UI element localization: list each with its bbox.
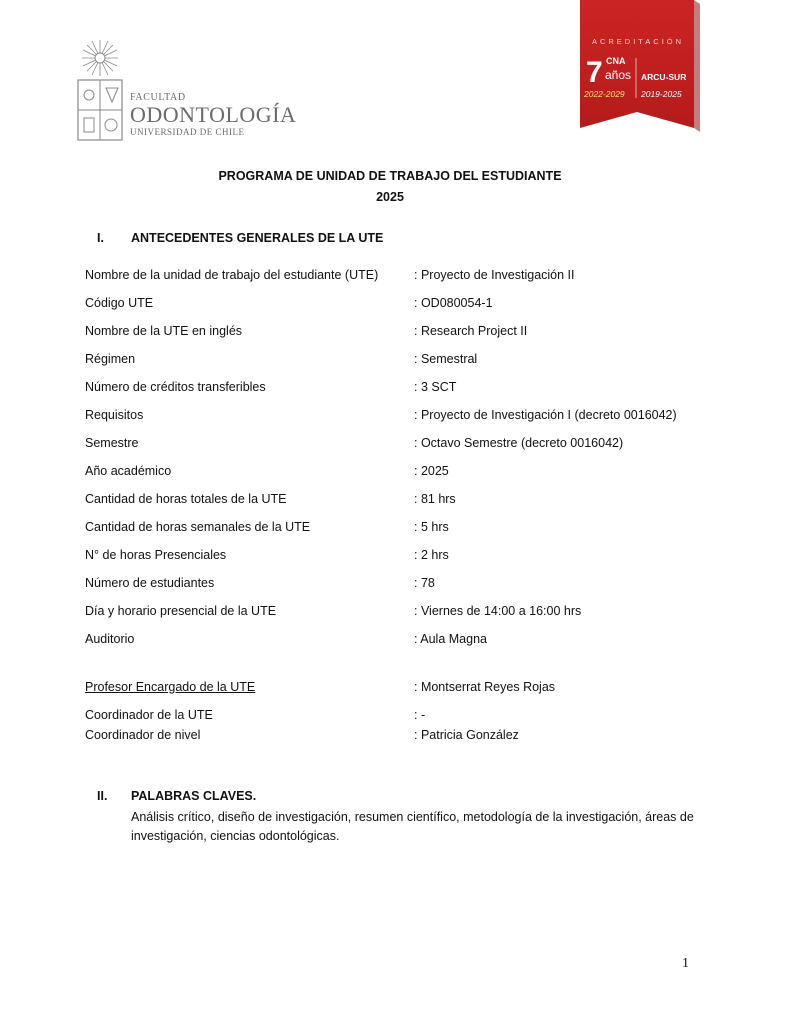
info-row-value: : 2 hrs — [414, 548, 449, 562]
accreditation-years-number: 7 — [586, 56, 603, 89]
section-2-number: II. — [97, 789, 108, 803]
accreditation-ribbon — [576, 0, 700, 134]
accreditation-header: ACREDITACIÓN — [591, 37, 685, 46]
accreditation-years-word: años — [605, 68, 632, 82]
accreditation-cna: CNA — [606, 56, 626, 66]
accreditation-period-arcu: 2019-2025 — [641, 89, 682, 99]
logo-university-name: UNIVERSIDAD DE CHILE — [130, 127, 245, 137]
info-row-label: Cantidad de horas totales de la UTE — [85, 492, 287, 506]
info-row-value: : Proyecto de Investigación II — [414, 268, 575, 282]
info-row-value: : 5 hrs — [414, 520, 449, 534]
logo-faculty-label: FACULTAD — [130, 92, 186, 103]
page-number: 1 — [682, 956, 689, 971]
staff-row-value: : - — [414, 708, 426, 722]
info-row-label: N° de horas Presenciales — [85, 548, 227, 562]
info-row-label: Cantidad de horas semanales de la UTE — [85, 520, 311, 534]
accreditation-arcu-sur: ARCU-SUR — [641, 72, 687, 82]
info-row-label: Código UTE — [85, 296, 154, 310]
info-row-value: : 3 SCT — [414, 380, 457, 394]
info-row-label: Auditorio — [85, 632, 135, 646]
staff-row-value: : Montserrat Reyes Rojas — [414, 680, 556, 694]
info-row-value: : 78 — [414, 576, 435, 590]
document-year: 2025 — [376, 190, 404, 204]
info-row-value: : Aula Magna — [414, 632, 487, 646]
info-row-label: Nombre de la UTE en inglés — [85, 324, 243, 338]
university-seal-icon — [76, 78, 124, 142]
info-row-value: : Semestral — [414, 352, 478, 366]
info-row-value: : OD080054-1 — [414, 296, 493, 310]
info-row-value: : Octavo Semestre (decreto 0016042) — [414, 436, 624, 450]
section-1-title: ANTECEDENTES GENERALES DE LA UTE — [131, 231, 384, 245]
info-row-label: Año académico — [85, 464, 172, 478]
faculty-logo — [72, 38, 297, 148]
info-row-label: Nombre de la unidad de trabajo del estudiante (UTE) — [85, 268, 379, 282]
info-row-value: : 2025 — [414, 464, 449, 478]
info-row-label: Semestre — [85, 436, 139, 450]
info-row-label: Requisitos — [85, 408, 144, 422]
section-1-number: I. — [97, 231, 104, 245]
staff-row-value: : Patricia González — [414, 728, 519, 742]
document-title: PROGRAMA DE UNIDAD DE TRABAJO DEL ESTUDIANTE — [218, 169, 562, 183]
star-rays-icon — [78, 38, 122, 80]
info-row-value: : Research Project II — [414, 324, 528, 338]
keywords-text: Análisis crítico, diseño de investigación, resumen científico, metodología de la investigación, áreas de investigación, ciencias odontológicas. — [131, 810, 694, 843]
info-row-value: : Viernes de 14:00 a 16:00 hrs — [414, 604, 582, 618]
info-row-label: Día y horario presencial de la UTE — [85, 604, 277, 618]
section-2-title: PALABRAS CLAVES. — [131, 789, 257, 803]
staff-row-label: Profesor Encargado de la UTE — [85, 680, 256, 694]
staff-row-label: Coordinador de nivel — [85, 728, 201, 742]
info-row-value: : Proyecto de Investigación I (decreto 0016042) — [414, 408, 677, 422]
accreditation-period-cna: 2022-2029 — [584, 89, 625, 99]
logo-faculty-name: ODONTOLOGÍA — [130, 102, 297, 127]
info-row-value: : 81 hrs — [414, 492, 456, 506]
info-row-label: Número de créditos transferibles — [85, 380, 266, 394]
info-row-label: Número de estudiantes — [85, 576, 215, 590]
staff-row-label: Coordinador de la UTE — [85, 708, 213, 722]
info-row-label: Régimen — [85, 352, 136, 366]
